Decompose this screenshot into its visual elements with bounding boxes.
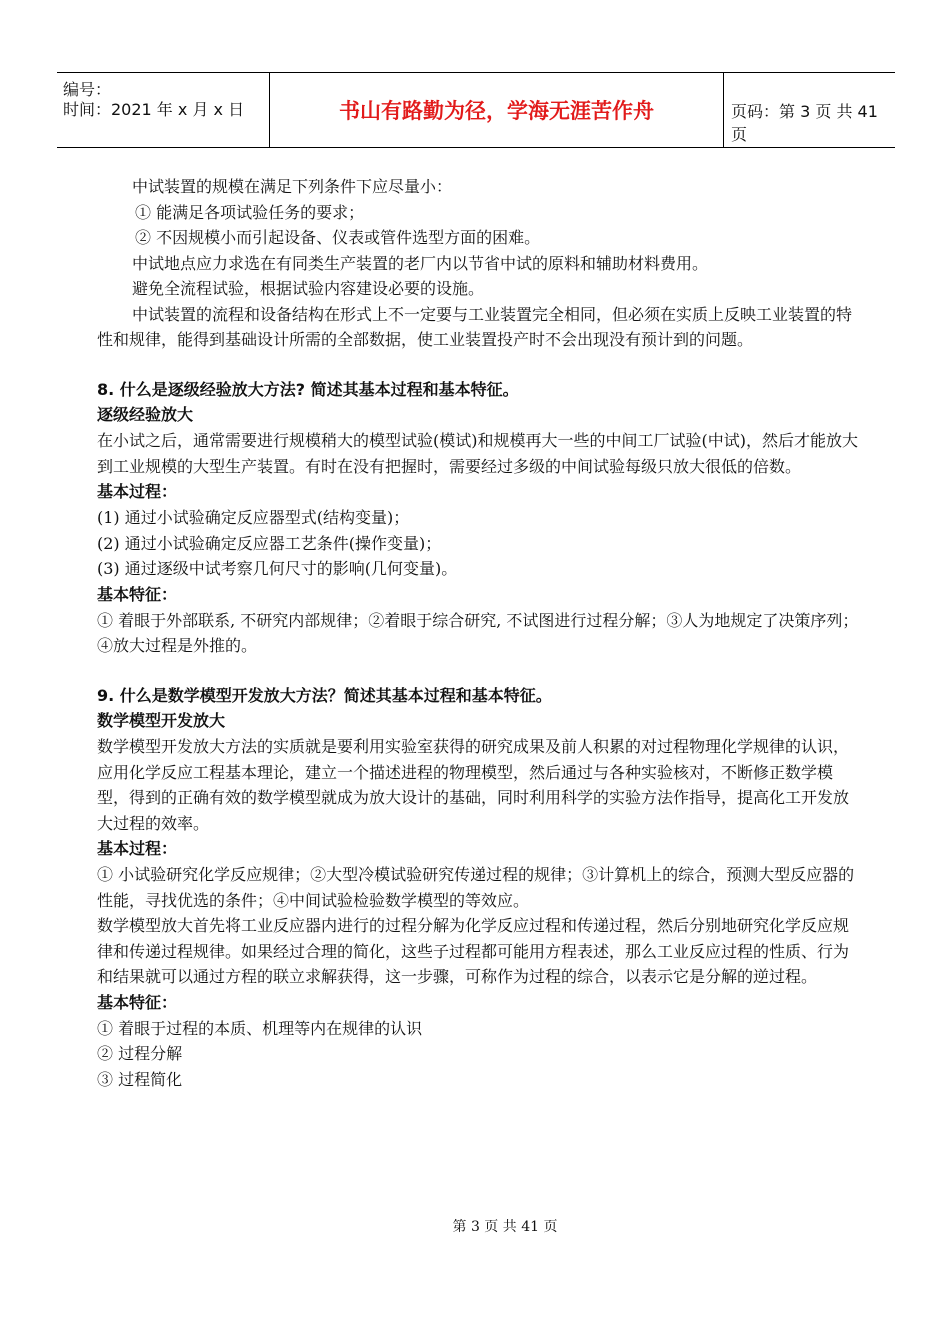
question-8-features: ① 着眼于外部联系, 不研究内部规律；②着眼于综合研究, 不试图进行过程分解；③人为地规定了决策序列；④放大过程是外推的。 [97, 610, 859, 655]
document-time: 时间：2021 年 x 月 x 日 [63, 100, 245, 119]
feature-item: ② 过程分解 [97, 1044, 183, 1063]
process-item: (3) 通过逐级中试考察几何尺寸的影响(几何变量)。 [97, 559, 458, 578]
question-9-heading: 数学模型开发放大 [97, 711, 226, 730]
document-number: 编号： [63, 80, 112, 99]
feature-item: ① 着眼于过程的本质、机理等内在规律的认识 [97, 1018, 423, 1038]
question-9-title: 9. 什么是数学模型开发放大方法？简述其基本过程和基本特征。 [97, 685, 552, 705]
feature-item: ③ 过程简化 [97, 1069, 183, 1089]
intro-line: 避免全流程试验，根据试验内容建设必要的设施。 [132, 279, 485, 298]
question-8-title: 8. 什么是逐级经验放大方法? 简述其基本过程和基本特征。 [97, 379, 519, 399]
process-item: (2) 通过小试验确定反应器工艺条件(操作变量)； [97, 533, 442, 553]
intro-line: ② 不因规模小而引起设备、仪表或管件选型方面的困难。 [135, 228, 541, 247]
page-header [57, 72, 895, 148]
header-motto: 书山有路勤为径，学海无涯苦作舟 [339, 99, 654, 123]
header-page-info: 页码：第 3 页 共 41 页 [731, 102, 878, 144]
intro-line: ① 能满足各项试验任务的要求； [135, 202, 365, 222]
question-9-features-heading: 基本特征： [97, 992, 178, 1012]
question-9-process: ① 小试验研究化学反应规律；②大型冷模试验研究传递过程的规律；③计算机上的综合，预测大型反应器的性能，寻找优选的条件；④中间试验检验数学模型的等效应。 [97, 865, 855, 910]
question-9-explanation: 数学模型放大首先将工业反应器内进行的过程分解为化学反应过程和传递过程，然后分别地研究化学反应规律和传递过程规律。如果经过合理的简化，这些子过程都可能用方程表述，那么工业反应过程的性质、行为和结果就可以通过方程的联立求解获得，这一步骤，可称作为过程的综合，以表示它是分解的逆过程。 [97, 916, 850, 986]
question-8-process-heading: 基本过程： [97, 482, 178, 501]
document-body [97, 174, 859, 1092]
intro-line: 中试地点应力求选在有同类生产装置的老厂内以节省中试的原料和辅助材料费用。 [132, 253, 709, 273]
question-8-description: 在小试之后，通常需要进行规模稍大的模型试验(模试)和规模再大一些的中间工厂试验(中试)，然后才能放大到工业规模的大型生产装置。有时在没有把握时，需要经过多级的中间试验每级只放大很低的倍数。 [97, 431, 858, 476]
question-9-description: 数学模型开发放大方法的实质就是要利用实验室获得的研究成果及前人积累的对过程物理化学规律的认识，应用化学反应工程基本理论，建立一个描述进程的物理模型，然后通过与各种实验核对，不断修正数学模型，得到的正确有效的数学模型就成为放大设计的基础，同时利用科学的实验方法作指导，提高化工开发放大过程的效率。 [97, 737, 850, 833]
question-8-features-heading: 基本特征： [97, 584, 178, 604]
intro-paragraph: 中试装置的流程和设备结构在形式上不一定要与工业装置完全相同，但必须在实质上反映工业装置的特性和规律，能得到基础设计所需的全部数据，使工业装置投产时不会出现没有预计到的问题。 [97, 304, 853, 349]
header-motto-cell [269, 73, 724, 147]
intro-line: 中试装置的规模在满足下列条件下应尽量小： [132, 177, 453, 196]
process-item: (1) 通过小试验确定反应器型式(结构变量)； [97, 508, 410, 527]
page-footer: 第 3 页 共 41 页 [452, 1219, 558, 1235]
header-page-cell [723, 73, 895, 147]
header-meta [57, 73, 269, 147]
question-9-process-heading: 基本过程： [97, 839, 178, 858]
question-8-heading: 逐级经验放大 [97, 405, 194, 424]
